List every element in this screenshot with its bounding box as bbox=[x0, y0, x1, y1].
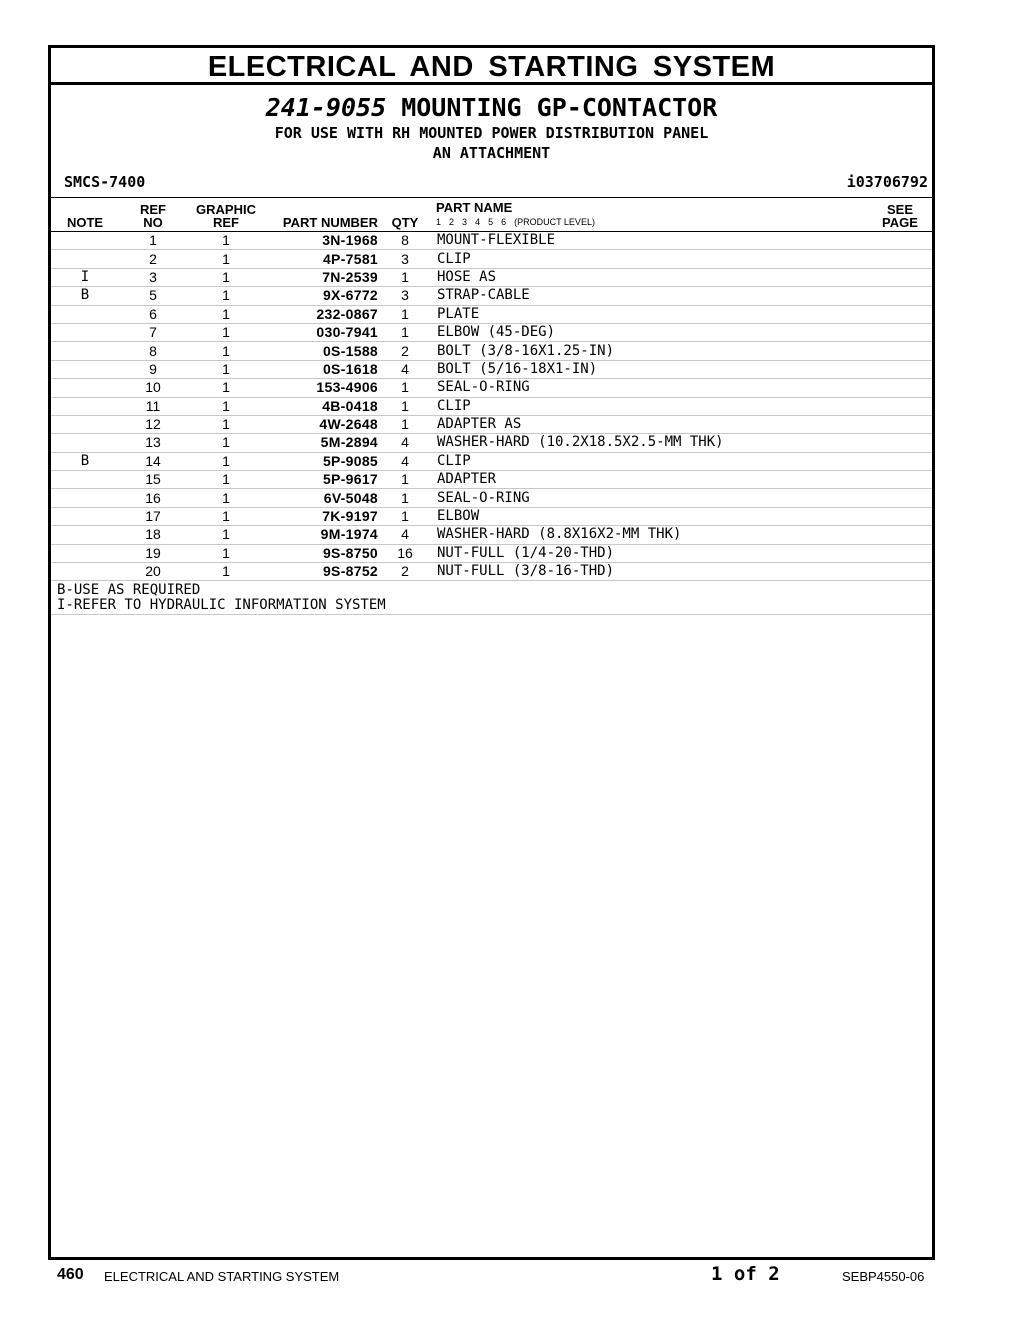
part-number-cell: 9S-8750 bbox=[265, 544, 382, 562]
see-page-cell bbox=[868, 507, 932, 525]
table-row bbox=[51, 250, 932, 268]
ref-no-cell: 17 bbox=[119, 507, 187, 525]
table-row bbox=[51, 342, 932, 360]
group-subtitle-1: FOR USE WITH RH MOUNTED POWER DISTRIBUTION PANEL bbox=[274, 124, 709, 142]
part-name-cell: NUT-FULL (1/4-20-THD) bbox=[428, 544, 868, 562]
sheet-indicator: 1 of 2 bbox=[711, 1263, 780, 1285]
see-page-cell bbox=[868, 563, 932, 581]
qty-cell: 3 bbox=[382, 287, 428, 305]
page-footer bbox=[0, 1262, 1020, 1292]
see-page-cell bbox=[868, 287, 932, 305]
part-number-cell: 153-4906 bbox=[265, 379, 382, 397]
note-cell bbox=[51, 360, 119, 378]
part-name-cell: HOSE AS bbox=[428, 268, 868, 286]
ref-no-cell: 14 bbox=[119, 452, 187, 470]
note-cell bbox=[51, 305, 119, 323]
part-name-cell: ADAPTER bbox=[428, 471, 868, 489]
see-page-cell bbox=[868, 489, 932, 507]
table-row bbox=[51, 232, 932, 250]
table-row bbox=[51, 471, 932, 489]
qty-cell: 1 bbox=[382, 323, 428, 341]
see-page-cell bbox=[868, 397, 932, 415]
group-number: 241-9055 bbox=[265, 93, 387, 122]
qty-cell: 1 bbox=[382, 268, 428, 286]
part-name-cell: CLIP bbox=[428, 452, 868, 470]
table-row bbox=[51, 379, 932, 397]
graphic-ref-cell: 1 bbox=[187, 232, 265, 250]
note-cell bbox=[51, 250, 119, 268]
ref-no-cell: 12 bbox=[119, 415, 187, 433]
part-name-cell: MOUNT-FLEXIBLE bbox=[428, 232, 868, 250]
ref-no-cell: 13 bbox=[119, 434, 187, 452]
part-name-cell: WASHER-HARD (8.8X16X2-MM THK) bbox=[428, 526, 868, 544]
illustration-id: i03706792 bbox=[846, 173, 928, 191]
graphic-ref-cell: 1 bbox=[187, 452, 265, 470]
part-number-cell: 9S-8752 bbox=[265, 563, 382, 581]
part-number-cell: 7K-9197 bbox=[265, 507, 382, 525]
part-number-cell: 232-0867 bbox=[265, 305, 382, 323]
part-number-cell: 9X-6772 bbox=[265, 287, 382, 305]
part-name-cell: BOLT (5/16-18X1-IN) bbox=[428, 360, 868, 378]
col-qty: QTY bbox=[382, 198, 428, 232]
part-number-cell: 4B-0418 bbox=[265, 397, 382, 415]
part-number-cell: 5P-9085 bbox=[265, 452, 382, 470]
ref-no-cell: 18 bbox=[119, 526, 187, 544]
parts-body bbox=[51, 232, 932, 581]
col-note: NOTE bbox=[51, 198, 119, 232]
section-title: ELECTRICAL AND STARTING SYSTEM bbox=[51, 48, 932, 85]
ref-no-cell: 10 bbox=[119, 379, 187, 397]
table-row bbox=[51, 360, 932, 378]
see-page-cell bbox=[868, 434, 932, 452]
qty-cell: 16 bbox=[382, 544, 428, 562]
table-row bbox=[51, 507, 932, 525]
notes-block bbox=[51, 581, 932, 615]
ref-no-cell: 20 bbox=[119, 563, 187, 581]
see-page-cell bbox=[868, 415, 932, 433]
graphic-ref-cell: 1 bbox=[187, 360, 265, 378]
note-cell bbox=[51, 489, 119, 507]
see-page-cell bbox=[868, 268, 932, 286]
qty-cell: 1 bbox=[382, 379, 428, 397]
graphic-ref-cell: 1 bbox=[187, 250, 265, 268]
col-see-page: SEE PAGE bbox=[868, 198, 932, 232]
note-i: I-REFER TO HYDRAULIC INFORMATION SYSTEM bbox=[57, 597, 386, 614]
footer-section: ELECTRICAL AND STARTING SYSTEM bbox=[104, 1269, 340, 1284]
ref-no-cell: 16 bbox=[119, 489, 187, 507]
graphic-ref-cell: 1 bbox=[187, 471, 265, 489]
qty-cell: 4 bbox=[382, 526, 428, 544]
note-cell bbox=[51, 563, 119, 581]
table-row bbox=[51, 434, 932, 452]
part-name-cell: SEAL-O-RING bbox=[428, 379, 868, 397]
graphic-ref-cell: 1 bbox=[187, 268, 265, 286]
part-number-cell: 5P-9617 bbox=[265, 471, 382, 489]
see-page-cell bbox=[868, 305, 932, 323]
ref-no-cell: 9 bbox=[119, 360, 187, 378]
part-number-cell: 7N-2539 bbox=[265, 268, 382, 286]
note-cell bbox=[51, 434, 119, 452]
graphic-ref-cell: 1 bbox=[187, 305, 265, 323]
graphic-ref-cell: 1 bbox=[187, 563, 265, 581]
note-cell bbox=[51, 415, 119, 433]
group-name: MOUNTING GP-CONTACTOR bbox=[401, 93, 718, 122]
graphic-ref-cell: 1 bbox=[187, 287, 265, 305]
qty-cell: 1 bbox=[382, 305, 428, 323]
table-row bbox=[51, 489, 932, 507]
part-number-cell: 9M-1974 bbox=[265, 526, 382, 544]
qty-cell: 1 bbox=[382, 471, 428, 489]
graphic-ref-cell: 1 bbox=[187, 342, 265, 360]
part-number-cell: 5M-2894 bbox=[265, 434, 382, 452]
see-page-cell bbox=[868, 250, 932, 268]
qty-cell: 2 bbox=[382, 342, 428, 360]
part-name-cell: ELBOW bbox=[428, 507, 868, 525]
group-subtitle-2: AN ATTACHMENT bbox=[432, 144, 551, 162]
product-levels: 1 2 3 4 5 6 (PRODUCT LEVEL) bbox=[436, 217, 595, 227]
part-number-cell: 030-7941 bbox=[265, 323, 382, 341]
table-row bbox=[51, 415, 932, 433]
parts-table bbox=[51, 197, 932, 581]
note-cell bbox=[51, 397, 119, 415]
qty-cell: 1 bbox=[382, 489, 428, 507]
qty-cell: 4 bbox=[382, 360, 428, 378]
see-page-cell bbox=[868, 232, 932, 250]
see-page-cell bbox=[868, 544, 932, 562]
ref-no-cell: 1 bbox=[119, 232, 187, 250]
ref-no-cell: 7 bbox=[119, 323, 187, 341]
table-row bbox=[51, 287, 932, 305]
qty-cell: 4 bbox=[382, 452, 428, 470]
note-cell: I bbox=[51, 268, 119, 286]
table-row bbox=[51, 397, 932, 415]
part-name-cell: ELBOW (45-DEG) bbox=[428, 323, 868, 341]
table-row bbox=[51, 526, 932, 544]
smcs-code: SMCS-7400 bbox=[64, 173, 146, 191]
note-cell bbox=[51, 471, 119, 489]
see-page-cell bbox=[868, 379, 932, 397]
graphic-ref-cell: 1 bbox=[187, 323, 265, 341]
col-part-number: PART NUMBER bbox=[265, 198, 382, 232]
note-b: B-USE AS REQUIRED bbox=[57, 582, 201, 599]
note-cell bbox=[51, 342, 119, 360]
part-number-cell: 4W-2648 bbox=[265, 415, 382, 433]
qty-cell: 8 bbox=[382, 232, 428, 250]
page-frame bbox=[48, 45, 935, 1260]
part-number-cell: 4P-7581 bbox=[265, 250, 382, 268]
note-cell bbox=[51, 323, 119, 341]
ref-no-cell: 6 bbox=[119, 305, 187, 323]
part-name-cell: CLIP bbox=[428, 250, 868, 268]
note-cell: B bbox=[51, 287, 119, 305]
page-number: 460 bbox=[57, 1266, 84, 1283]
see-page-cell bbox=[868, 471, 932, 489]
graphic-ref-cell: 1 bbox=[187, 526, 265, 544]
note-cell: B bbox=[51, 452, 119, 470]
col-graphic-ref: GRAPHIC REF bbox=[187, 198, 265, 232]
ref-no-cell: 11 bbox=[119, 397, 187, 415]
see-page-cell bbox=[868, 452, 932, 470]
graphic-ref-cell: 1 bbox=[187, 544, 265, 562]
part-name-cell: ADAPTER AS bbox=[428, 415, 868, 433]
qty-cell: 1 bbox=[382, 415, 428, 433]
table-row bbox=[51, 563, 932, 581]
qty-cell: 2 bbox=[382, 563, 428, 581]
col-ref-no: REF NO bbox=[119, 198, 187, 232]
note-cell bbox=[51, 544, 119, 562]
part-number-cell: 3N-1968 bbox=[265, 232, 382, 250]
see-page-cell bbox=[868, 526, 932, 544]
part-name-cell: WASHER-HARD (10.2X18.5X2.5-MM THK) bbox=[428, 434, 868, 452]
part-name-cell: SEAL-O-RING bbox=[428, 489, 868, 507]
part-number-cell: 0S-1588 bbox=[265, 342, 382, 360]
qty-cell: 1 bbox=[382, 507, 428, 525]
col-part-name: PART NAME 1 2 3 4 5 6 (PRODUCT LEVEL) bbox=[428, 198, 868, 232]
part-number-cell: 6V-5048 bbox=[265, 489, 382, 507]
document-id: SEBP4550-06 bbox=[842, 1269, 925, 1284]
part-name-cell: PLATE bbox=[428, 305, 868, 323]
ref-no-cell: 15 bbox=[119, 471, 187, 489]
part-number-cell: 0S-1618 bbox=[265, 360, 382, 378]
graphic-ref-cell: 1 bbox=[187, 489, 265, 507]
table-row bbox=[51, 452, 932, 470]
smcs-row bbox=[51, 173, 932, 195]
group-title bbox=[51, 93, 932, 123]
ref-no-cell: 5 bbox=[119, 287, 187, 305]
table-row bbox=[51, 305, 932, 323]
ref-no-cell: 19 bbox=[119, 544, 187, 562]
see-page-cell bbox=[868, 360, 932, 378]
qty-cell: 1 bbox=[382, 397, 428, 415]
note-cell bbox=[51, 379, 119, 397]
part-name-cell: STRAP-CABLE bbox=[428, 287, 868, 305]
graphic-ref-cell: 1 bbox=[187, 397, 265, 415]
note-cell bbox=[51, 507, 119, 525]
note-cell bbox=[51, 526, 119, 544]
table-row bbox=[51, 544, 932, 562]
table-row bbox=[51, 268, 932, 286]
qty-cell: 4 bbox=[382, 434, 428, 452]
ref-no-cell: 8 bbox=[119, 342, 187, 360]
part-name-cell: NUT-FULL (3/8-16-THD) bbox=[428, 563, 868, 581]
graphic-ref-cell: 1 bbox=[187, 379, 265, 397]
graphic-ref-cell: 1 bbox=[187, 434, 265, 452]
part-name-cell: CLIP bbox=[428, 397, 868, 415]
note-cell bbox=[51, 232, 119, 250]
qty-cell: 3 bbox=[382, 250, 428, 268]
ref-no-cell: 3 bbox=[119, 268, 187, 286]
part-name-cell: BOLT (3/8-16X1.25-IN) bbox=[428, 342, 868, 360]
ref-no-cell: 2 bbox=[119, 250, 187, 268]
table-row bbox=[51, 323, 932, 341]
graphic-ref-cell: 1 bbox=[187, 415, 265, 433]
see-page-cell bbox=[868, 323, 932, 341]
see-page-cell bbox=[868, 342, 932, 360]
graphic-ref-cell: 1 bbox=[187, 507, 265, 525]
table-header bbox=[51, 198, 932, 232]
